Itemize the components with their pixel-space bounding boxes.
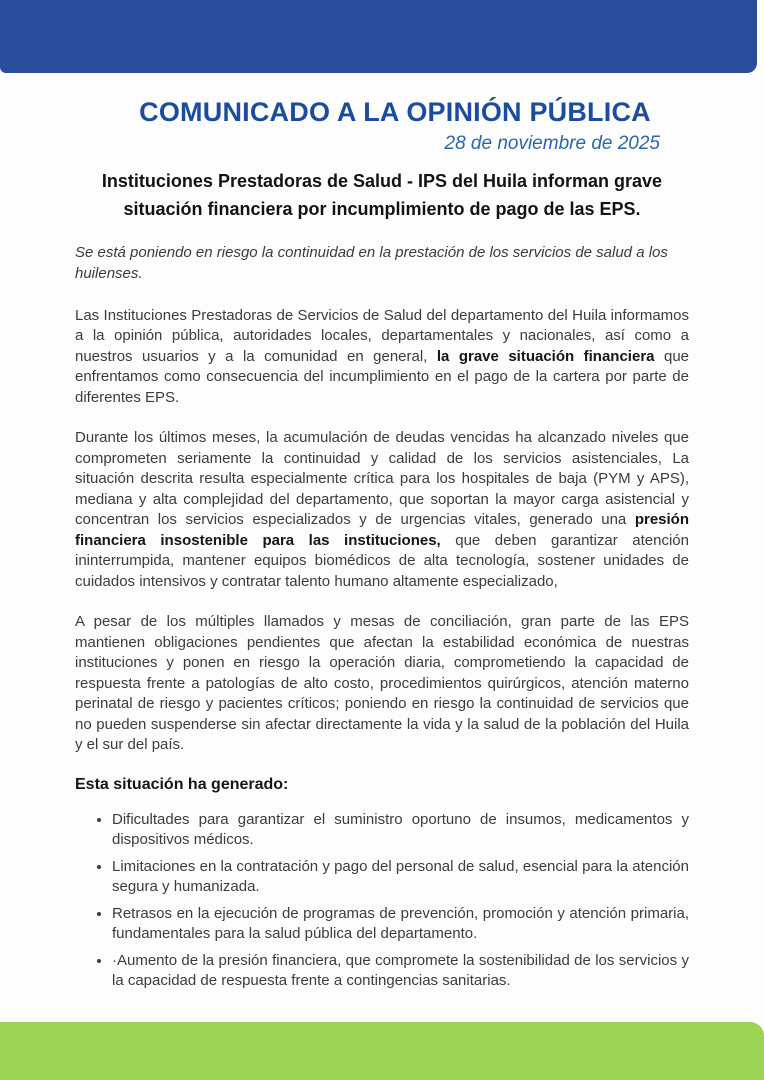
bullet-text: Dificultades para garantizar el suministro oportuno de insumos, medicamentos y dispositivos médicos. xyxy=(112,810,689,849)
list-item xyxy=(112,857,689,898)
paragraph-2 xyxy=(75,428,689,592)
headline: Instituciones Prestadoras de Salud - IPS del Huila informan grave situación financiera por incumplimiento de pago de las EPS. xyxy=(101,171,663,219)
list-item xyxy=(112,810,689,851)
list-item xyxy=(112,904,689,945)
list-item xyxy=(112,951,689,992)
bullet-list xyxy=(75,810,689,992)
document-body xyxy=(75,242,689,992)
bottom-bar xyxy=(0,1022,764,1080)
page-title: COMUNICADO A LA OPINIÓN PÚBLICA xyxy=(139,97,651,127)
bullet-text: Retrasos en la ejecución de programas de prevención, promoción y atención primaria, fundamentales para la salud pública del departamento. xyxy=(112,904,689,943)
paragraph-1 xyxy=(75,306,689,409)
document-header xyxy=(0,0,764,155)
bold-text-run: la grave situación financiera xyxy=(436,347,655,365)
bullet-text: ·Aumento de la presión financiera, que compromete la sostenibilidad de los servicios y la capacidad de respuesta frente a contingencias sanitarias. xyxy=(112,951,689,990)
date-line: 28 de noviembre de 2025 xyxy=(444,133,660,154)
generated-heading: Esta situación ha generado: xyxy=(75,775,289,793)
text-run: que enfrentamos como consecuencia del incumplimiento en el pago de la cartera por parte de diferentes EPS. xyxy=(75,347,690,406)
bold-text-run: presión financiera insostenible para las instituciones, xyxy=(75,511,689,549)
bullet-text: Limitaciones en la contratación y pago del personal de salud, esencial para la atención segura y humanizada. xyxy=(112,857,689,896)
intro-paragraph: Se está poniendo en riesgo la continuidad en la prestación de los servicios de salud a los huilenses. xyxy=(75,243,668,282)
text-run: Las Instituciones Prestadoras de Servicios de Salud del departamento del Huila informamos a la opinión pública, autoridades locales, departamentales y nacionales, así como a nuestros usuarios y a la comunidad en general, xyxy=(75,306,689,365)
text-run: Durante los últimos meses, la acumulación de deudas vencidas ha alcanzado niveles que comprometen seriamente la continuidad y calidad de los servicios asistenciales, La situación descrita resulta especialmente crítica para los hospitales de baja (PYM y APS), mediana y alta complejidad del departamento, que soportan la mayor carga asistencial y concentran los servicios especializados y de urgencias vitales, generado una xyxy=(75,429,689,529)
paragraph-3: A pesar de los múltiples llamados y mesas de conciliación, gran parte de las EPS mantienen obligaciones pendientes que afectan la estabilidad económica de nuestras instituciones y ponen en riesgo la operación diaria, comprometiendo la capacidad de respuesta frente a patologías de alto costo, procedimientos quirúrgicos, atención materno perinatal de riesgo y pacientes críticos; poniendo en riesgo la continuidad de servicios que no pueden suspenderse sin afectar directamente la vida y la salud de la población del Huila y el sur del país. xyxy=(75,613,689,754)
text-run: que deben garantizar atención ininterrumpida, mantener equipos biomédicos de alta tecnología, sostener unidades de cuidados intensivos y contratar talento humano altamente especializado, xyxy=(75,531,689,590)
